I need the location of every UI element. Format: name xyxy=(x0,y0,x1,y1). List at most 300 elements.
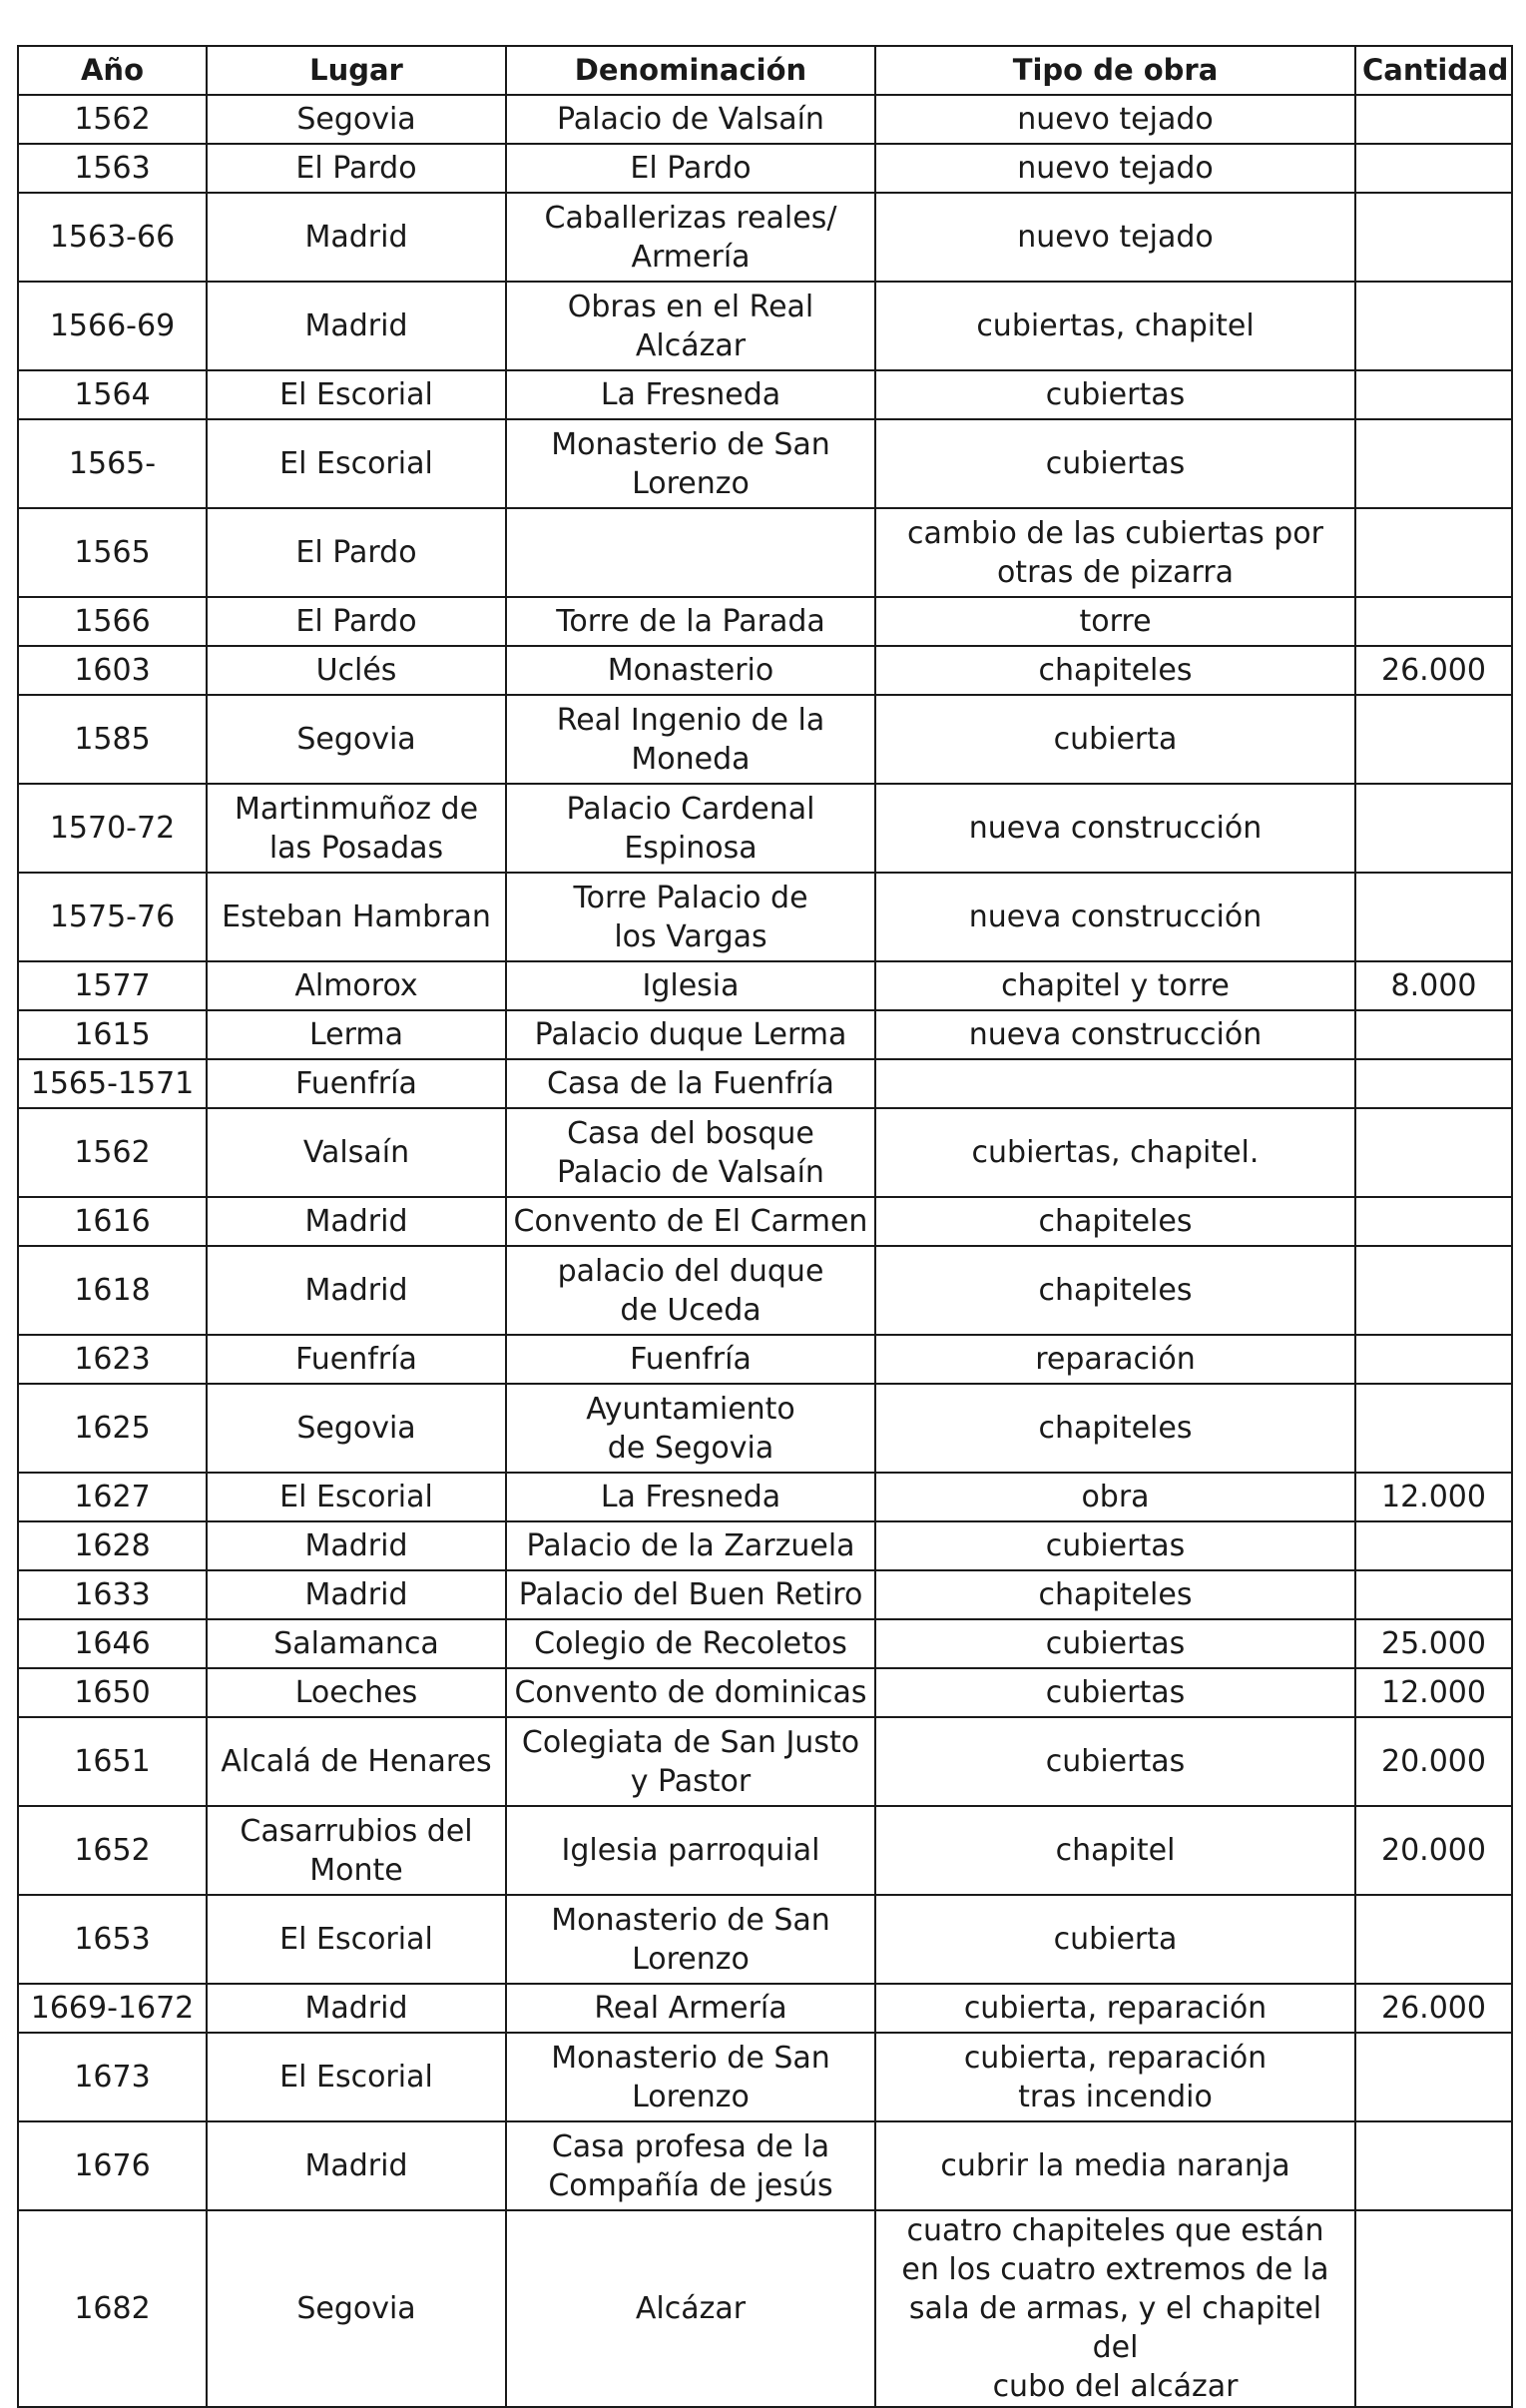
cell-cantidad xyxy=(1355,1384,1512,1473)
cell-denominacion-line: Casa del bosque xyxy=(567,1115,814,1151)
cell-denominacion-line: Monasterio de San xyxy=(551,2040,830,2076)
cell-anio: 1673 xyxy=(18,2033,207,2121)
cell-lugar xyxy=(207,695,506,784)
cell-lugar-line: El Escorial xyxy=(279,1922,433,1957)
cell-lugar xyxy=(207,1059,506,1108)
cell-cantidad xyxy=(1355,1570,1512,1619)
cell-denominacion-line: La Fresneda xyxy=(600,1480,781,1514)
cell-lugar-line: Lerma xyxy=(308,1017,404,1052)
table-row xyxy=(18,1384,1512,1473)
header-anio: Año xyxy=(18,46,207,95)
cell-tipo-de-obra xyxy=(875,597,1355,646)
cell-lugar xyxy=(207,1668,506,1717)
cell-lugar xyxy=(207,144,506,193)
cell-lugar xyxy=(207,2033,506,2121)
cell-anio: 1566 xyxy=(18,597,207,646)
table-row xyxy=(18,1059,1512,1108)
cell-denominacion xyxy=(506,1521,875,1570)
table-row xyxy=(18,1010,1512,1059)
cell-denominacion xyxy=(506,1384,875,1473)
cell-cantidad xyxy=(1355,2210,1512,2407)
cell-tipo-de-obra xyxy=(875,1806,1355,1895)
cell-denominacion-line: Casa de la Fuenfría xyxy=(547,1066,834,1101)
cell-cantidad xyxy=(1355,1010,1512,1059)
cell-anio: 1575-76 xyxy=(18,873,207,961)
cell-cantidad: 12.000 xyxy=(1355,1668,1512,1717)
cell-tipo-de-obra-line: cubo del alcázar xyxy=(992,2369,1239,2404)
cell-tipo-de-obra xyxy=(875,1717,1355,1806)
cell-tipo-de-obra-line: cambio de las cubiertas por xyxy=(906,515,1323,551)
cell-denominacion xyxy=(506,1717,875,1806)
cell-lugar xyxy=(207,2121,506,2210)
cell-tipo-de-obra xyxy=(875,1668,1355,1717)
cell-denominacion-line: Convento de El Carmen xyxy=(513,1204,868,1239)
cell-tipo-de-obra xyxy=(875,1059,1355,1108)
cell-anio: 1615 xyxy=(18,1010,207,1059)
table-row xyxy=(18,784,1512,873)
cell-tipo-de-obra xyxy=(875,1895,1355,1984)
cell-denominacion-line: Palacio duque Lerma xyxy=(534,1017,847,1052)
cell-denominacion-line: Compañía de jesús xyxy=(548,2167,833,2203)
cell-denominacion xyxy=(506,646,875,695)
table-row xyxy=(18,1473,1512,1521)
cell-tipo-de-obra xyxy=(875,193,1355,282)
cell-anio: 1623 xyxy=(18,1335,207,1384)
cell-lugar-line: El Escorial xyxy=(279,1480,433,1514)
cell-denominacion xyxy=(506,784,875,873)
cell-anio: 1651 xyxy=(18,1717,207,1806)
cell-denominacion-line: Real Armería xyxy=(594,1991,787,2026)
cell-anio: 1650 xyxy=(18,1668,207,1717)
header-cantidad: Cantidad xyxy=(1355,46,1512,95)
cell-tipo-de-obra xyxy=(875,95,1355,144)
cell-tipo-de-obra xyxy=(875,1246,1355,1335)
cell-lugar-line: Segovia xyxy=(296,722,416,757)
cell-lugar-line: Salamanca xyxy=(273,1626,439,1661)
cell-denominacion-line: Palacio de Valsaín xyxy=(557,102,824,137)
cell-tipo-de-obra xyxy=(875,370,1355,419)
cell-tipo-de-obra-line: otras de pizarra xyxy=(996,554,1235,590)
cell-anio: 1564 xyxy=(18,370,207,419)
cell-lugar-line: Madrid xyxy=(304,2148,408,2183)
cell-cantidad: 26.000 xyxy=(1355,1984,1512,2033)
cell-tipo-de-obra xyxy=(875,1521,1355,1570)
cell-lugar-line: Fuenfría xyxy=(295,1342,417,1377)
cell-lugar xyxy=(207,1197,506,1246)
cell-denominacion xyxy=(506,1473,875,1521)
cell-denominacion xyxy=(506,1984,875,2033)
cell-anio: 1570-72 xyxy=(18,784,207,873)
cell-lugar-line: Segovia xyxy=(296,102,416,137)
cell-denominacion xyxy=(506,1895,875,1984)
cell-anio: 1616 xyxy=(18,1197,207,1246)
cell-tipo-de-obra xyxy=(875,1384,1355,1473)
cell-tipo-de-obra xyxy=(875,419,1355,508)
cell-denominacion-line: Moneda xyxy=(631,741,751,777)
cell-tipo-de-obra-line: sala de armas, y el chapitel del xyxy=(908,2291,1322,2365)
cell-tipo-de-obra-line: cubrir la media naranja xyxy=(940,2148,1290,2183)
cell-denominacion-line: Torre de la Parada xyxy=(556,604,825,639)
cell-cantidad: 8.000 xyxy=(1355,961,1512,1010)
cell-cantidad xyxy=(1355,1108,1512,1197)
cell-tipo-de-obra xyxy=(875,508,1355,597)
cell-denominacion-line: Monasterio de San xyxy=(551,1902,830,1938)
cell-anio: 1565-1571 xyxy=(18,1059,207,1108)
cell-tipo-de-obra xyxy=(875,2121,1355,2210)
table-row xyxy=(18,646,1512,695)
cell-denominacion xyxy=(506,597,875,646)
cell-denominacion xyxy=(506,1010,875,1059)
cell-lugar-line: Madrid xyxy=(304,220,408,255)
cell-lugar-line: El Escorial xyxy=(279,2060,433,2095)
cell-tipo-de-obra xyxy=(875,2210,1355,2407)
cell-denominacion-line: Palacio del Buen Retiro xyxy=(518,1577,863,1612)
cell-lugar-line: Esteban Hambran xyxy=(222,900,491,934)
cell-tipo-de-obra-line: cubiertas xyxy=(1045,446,1186,481)
cell-lugar-line: Uclés xyxy=(315,653,397,688)
table-row xyxy=(18,597,1512,646)
cell-denominacion-line: Iglesia xyxy=(642,968,740,1003)
cell-tipo-de-obra xyxy=(875,1984,1355,2033)
cell-anio: 1653 xyxy=(18,1895,207,1984)
cell-denominacion-line: Palacio Cardenal xyxy=(566,791,815,827)
cell-anio: 1563 xyxy=(18,144,207,193)
table-row xyxy=(18,1806,1512,1895)
cell-tipo-de-obra-line: cubierta xyxy=(1053,722,1178,757)
cell-tipo-de-obra xyxy=(875,873,1355,961)
cell-tipo-de-obra-line: cubierta, reparación xyxy=(963,1991,1268,2026)
cell-denominacion-line: La Fresneda xyxy=(600,377,781,412)
cell-lugar xyxy=(207,1570,506,1619)
table-row xyxy=(18,144,1512,193)
cell-lugar xyxy=(207,1384,506,1473)
cell-cantidad: 25.000 xyxy=(1355,1619,1512,1668)
cell-lugar-line: Madrid xyxy=(304,1991,408,2026)
cell-denominacion-line: Iglesia parroquial xyxy=(561,1833,820,1868)
cell-lugar-line: Valsaín xyxy=(302,1135,410,1170)
cell-cantidad xyxy=(1355,597,1512,646)
cell-tipo-de-obra-line: cubiertas, chapitel xyxy=(976,308,1255,343)
cell-lugar-line: El Pardo xyxy=(295,151,417,186)
cell-cantidad: 26.000 xyxy=(1355,646,1512,695)
cell-cantidad xyxy=(1355,1895,1512,1984)
cell-lugar xyxy=(207,1984,506,2033)
cell-denominacion-line: Lorenzo xyxy=(632,465,750,501)
cell-denominacion xyxy=(506,193,875,282)
cell-anio: 1603 xyxy=(18,646,207,695)
cell-lugar xyxy=(207,1335,506,1384)
works-table xyxy=(17,45,1513,2408)
cell-denominacion xyxy=(506,2210,875,2407)
cell-denominacion xyxy=(506,370,875,419)
cell-anio: 1646 xyxy=(18,1619,207,1668)
cell-lugar xyxy=(207,1806,506,1895)
cell-lugar-line: Segovia xyxy=(296,2291,416,2326)
cell-lugar xyxy=(207,1521,506,1570)
cell-tipo-de-obra-line: chapitel xyxy=(1055,1833,1176,1868)
cell-anio: 1682 xyxy=(18,2210,207,2407)
cell-lugar-line: Madrid xyxy=(304,1577,408,1612)
cell-anio: 1577 xyxy=(18,961,207,1010)
cell-lugar-line: Madrid xyxy=(304,308,408,343)
cell-denominacion-line: Caballerizas reales/ xyxy=(544,200,837,236)
cell-cantidad xyxy=(1355,2121,1512,2210)
cell-anio: 1633 xyxy=(18,1570,207,1619)
table-row xyxy=(18,1335,1512,1384)
cell-anio: 1627 xyxy=(18,1473,207,1521)
cell-denominacion-line: Lorenzo xyxy=(632,2079,750,2114)
table-row xyxy=(18,2033,1512,2121)
cell-tipo-de-obra xyxy=(875,282,1355,370)
cell-cantidad: 12.000 xyxy=(1355,1473,1512,1521)
cell-lugar-line: Madrid xyxy=(304,1273,408,1308)
cell-denominacion-line: de Segovia xyxy=(607,1430,774,1466)
cell-tipo-de-obra xyxy=(875,1197,1355,1246)
table-row xyxy=(18,508,1512,597)
table-row xyxy=(18,961,1512,1010)
cell-lugar xyxy=(207,370,506,419)
cell-denominacion xyxy=(506,282,875,370)
table-row xyxy=(18,1197,1512,1246)
cell-lugar-line: El Escorial xyxy=(279,446,433,481)
cell-lugar xyxy=(207,873,506,961)
cell-cantidad: 20.000 xyxy=(1355,1806,1512,1895)
cell-denominacion-line: los Vargas xyxy=(614,918,767,954)
cell-cantidad xyxy=(1355,193,1512,282)
cell-tipo-de-obra-line: cubiertas xyxy=(1045,377,1186,412)
cell-lugar-line: las Posadas xyxy=(268,830,444,866)
cell-cantidad xyxy=(1355,282,1512,370)
cell-lugar xyxy=(207,961,506,1010)
table-row xyxy=(18,1246,1512,1335)
cell-lugar xyxy=(207,1717,506,1806)
cell-tipo-de-obra xyxy=(875,1010,1355,1059)
cell-denominacion-line: Monasterio xyxy=(607,653,774,688)
cell-tipo-de-obra-line: chapiteles xyxy=(1038,653,1193,688)
cell-lugar-line: Casarrubios del xyxy=(240,1813,473,1849)
cell-tipo-de-obra-line: nuevo tejado xyxy=(1017,151,1214,186)
cell-denominacion xyxy=(506,419,875,508)
cell-denominacion xyxy=(506,1570,875,1619)
cell-tipo-de-obra-line: torre xyxy=(1079,604,1152,639)
cell-tipo-de-obra-line: reparación xyxy=(1035,1342,1196,1377)
cell-tipo-de-obra-line: chapiteles xyxy=(1038,1273,1193,1308)
cell-lugar xyxy=(207,508,506,597)
cell-lugar-line: Madrid xyxy=(304,1528,408,1563)
cell-denominacion-line: Convento de dominicas xyxy=(514,1675,867,1710)
cell-denominacion-line: Armería xyxy=(631,239,751,275)
cell-lugar xyxy=(207,1619,506,1668)
cell-tipo-de-obra-line: nueva construcción xyxy=(968,1017,1263,1052)
cell-anio: 1565- xyxy=(18,419,207,508)
cell-denominacion-line: y Pastor xyxy=(630,1763,752,1799)
cell-tipo-de-obra-line: cubiertas xyxy=(1045,1675,1186,1710)
cell-cantidad xyxy=(1355,2033,1512,2121)
cell-anio: 1628 xyxy=(18,1521,207,1570)
cell-denominacion xyxy=(506,695,875,784)
cell-tipo-de-obra-line: chapiteles xyxy=(1038,1204,1193,1239)
table-row xyxy=(18,95,1512,144)
table-row xyxy=(18,2210,1512,2407)
cell-lugar-line: Martinmuñoz de xyxy=(234,791,479,827)
cell-anio: 1566-69 xyxy=(18,282,207,370)
cell-denominacion-line: Lorenzo xyxy=(632,1941,750,1977)
cell-tipo-de-obra xyxy=(875,961,1355,1010)
header-tipo-de-obra: Tipo de obra xyxy=(875,46,1355,95)
cell-cantidad xyxy=(1355,873,1512,961)
cell-tipo-de-obra xyxy=(875,784,1355,873)
cell-tipo-de-obra xyxy=(875,1473,1355,1521)
cell-lugar xyxy=(207,1108,506,1197)
cell-tipo-de-obra xyxy=(875,1335,1355,1384)
cell-cantidad xyxy=(1355,1246,1512,1335)
cell-lugar xyxy=(207,784,506,873)
cell-denominacion-line: Palacio de la Zarzuela xyxy=(526,1528,855,1563)
cell-denominacion xyxy=(506,1619,875,1668)
cell-tipo-de-obra-line: nuevo tejado xyxy=(1017,220,1214,255)
table-header-row xyxy=(18,46,1512,95)
cell-cantidad xyxy=(1355,370,1512,419)
cell-denominacion-line: Alcázar xyxy=(635,2291,747,2326)
cell-lugar xyxy=(207,1895,506,1984)
table-row xyxy=(18,1984,1512,2033)
table-body xyxy=(18,95,1512,2407)
cell-tipo-de-obra-line: cuatro chapiteles que están xyxy=(906,2213,1324,2248)
cell-cantidad xyxy=(1355,695,1512,784)
cell-tipo-de-obra-line: tras incendio xyxy=(1018,2079,1213,2114)
cell-tipo-de-obra-line: chapiteles xyxy=(1038,1411,1193,1446)
cell-denominacion xyxy=(506,1059,875,1108)
cell-anio: 1563-66 xyxy=(18,193,207,282)
cell-cantidad xyxy=(1355,1059,1512,1108)
cell-lugar xyxy=(207,2210,506,2407)
cell-tipo-de-obra-line: obra xyxy=(1081,1480,1150,1514)
cell-tipo-de-obra-line: chapitel y torre xyxy=(1001,968,1230,1003)
table-row xyxy=(18,1521,1512,1570)
cell-tipo-de-obra xyxy=(875,144,1355,193)
table-row xyxy=(18,1619,1512,1668)
cell-denominacion xyxy=(506,144,875,193)
cell-denominacion xyxy=(506,1197,875,1246)
cell-lugar xyxy=(207,193,506,282)
cell-denominacion xyxy=(506,508,875,597)
cell-tipo-de-obra-line: cubiertas, chapitel. xyxy=(971,1135,1260,1170)
cell-lugar-line: El Pardo xyxy=(295,535,417,570)
cell-cantidad xyxy=(1355,784,1512,873)
cell-denominacion-line: Colegio de Recoletos xyxy=(534,1626,847,1661)
table-row xyxy=(18,1570,1512,1619)
cell-denominacion xyxy=(506,1108,875,1197)
cell-denominacion-line: Monasterio de San xyxy=(551,426,830,462)
cell-tipo-de-obra-line: chapiteles xyxy=(1038,1577,1193,1612)
table-row xyxy=(18,1717,1512,1806)
cell-denominacion xyxy=(506,873,875,961)
cell-denominacion xyxy=(506,95,875,144)
cell-denominacion xyxy=(506,1668,875,1717)
cell-lugar xyxy=(207,95,506,144)
table-row xyxy=(18,1108,1512,1197)
cell-lugar xyxy=(207,1010,506,1059)
cell-anio: 1565 xyxy=(18,508,207,597)
header-lugar: Lugar xyxy=(207,46,506,95)
cell-lugar-line: El Escorial xyxy=(279,377,433,412)
cell-denominacion xyxy=(506,2033,875,2121)
cell-tipo-de-obra xyxy=(875,1570,1355,1619)
cell-denominacion xyxy=(506,1806,875,1895)
cell-lugar-line: Almorox xyxy=(294,968,418,1003)
cell-anio: 1625 xyxy=(18,1384,207,1473)
cell-denominacion xyxy=(506,961,875,1010)
cell-tipo-de-obra-line: nueva construcción xyxy=(968,900,1263,934)
cell-tipo-de-obra-line: en los cuatro extremos de la xyxy=(901,2252,1329,2287)
header-denominacion: Denominación xyxy=(506,46,875,95)
cell-lugar-line: Segovia xyxy=(296,1411,416,1446)
cell-denominacion-line: Palacio de Valsaín xyxy=(557,1154,824,1190)
cell-tipo-de-obra xyxy=(875,1108,1355,1197)
cell-lugar xyxy=(207,1246,506,1335)
cell-lugar-line: Monte xyxy=(309,1852,403,1888)
cell-denominacion-line: Colegiata de San Justo xyxy=(521,1724,860,1760)
table-row xyxy=(18,2121,1512,2210)
cell-anio: 1652 xyxy=(18,1806,207,1895)
cell-denominacion-line: Alcázar xyxy=(635,327,747,363)
cell-denominacion-line: Torre Palacio de xyxy=(573,880,808,915)
table-row xyxy=(18,282,1512,370)
table-row xyxy=(18,419,1512,508)
cell-cantidad xyxy=(1355,1335,1512,1384)
cell-denominacion-line: Espinosa xyxy=(624,830,758,866)
cell-denominacion-line: Ayuntamiento xyxy=(586,1391,795,1427)
cell-lugar-line: Madrid xyxy=(304,1204,408,1239)
cell-lugar-line: Loeches xyxy=(294,1675,418,1710)
cell-denominacion-line: Casa profesa de la xyxy=(551,2128,830,2164)
table-row xyxy=(18,193,1512,282)
table-row xyxy=(18,873,1512,961)
cell-lugar xyxy=(207,646,506,695)
cell-anio: 1618 xyxy=(18,1246,207,1335)
cell-tipo-de-obra-line: nueva construcción xyxy=(968,811,1263,846)
cell-tipo-de-obra-line: nuevo tejado xyxy=(1017,102,1214,137)
cell-denominacion-line: palacio del duque xyxy=(557,1253,824,1289)
cell-denominacion-line: El Pardo xyxy=(630,151,752,186)
cell-anio: 1676 xyxy=(18,2121,207,2210)
table-row xyxy=(18,1668,1512,1717)
cell-tipo-de-obra-line: cubiertas xyxy=(1045,1744,1186,1779)
cell-denominacion-line: de Uceda xyxy=(620,1292,762,1328)
cell-cantidad xyxy=(1355,1197,1512,1246)
cell-cantidad xyxy=(1355,95,1512,144)
cell-lugar-line: Alcalá de Henares xyxy=(221,1744,492,1779)
table-row xyxy=(18,695,1512,784)
cell-cantidad xyxy=(1355,508,1512,597)
cell-anio: 1562 xyxy=(18,1108,207,1197)
cell-anio: 1585 xyxy=(18,695,207,784)
cell-cantidad xyxy=(1355,144,1512,193)
cell-cantidad xyxy=(1355,419,1512,508)
cell-lugar xyxy=(207,419,506,508)
cell-denominacion-line: Real Ingenio de la xyxy=(556,702,825,738)
cell-lugar-line: Fuenfría xyxy=(295,1066,417,1101)
cell-denominacion-line: Obras en el Real xyxy=(567,289,814,324)
cell-lugar-line: El Pardo xyxy=(295,604,417,639)
cell-tipo-de-obra-line: cubiertas xyxy=(1045,1528,1186,1563)
cell-tipo-de-obra xyxy=(875,695,1355,784)
cell-denominacion-line: Fuenfría xyxy=(630,1342,752,1377)
cell-tipo-de-obra-line: cubierta, reparación xyxy=(963,2040,1268,2076)
cell-tipo-de-obra xyxy=(875,646,1355,695)
table-row xyxy=(18,370,1512,419)
cell-tipo-de-obra xyxy=(875,1619,1355,1668)
